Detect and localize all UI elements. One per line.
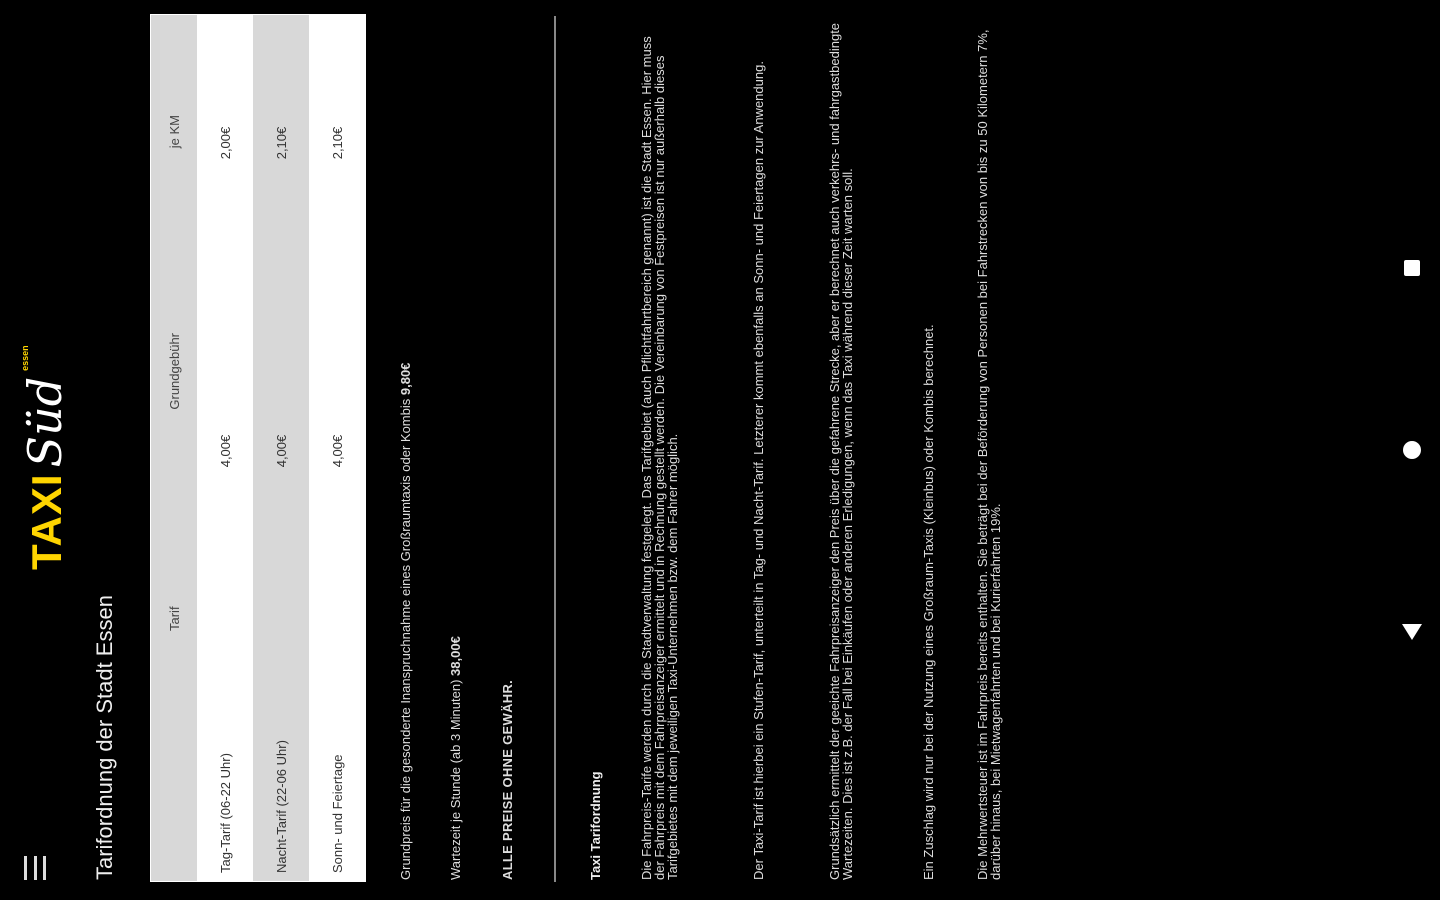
info-waiting-text: Wartezeit je Stunde (ab 3 Minuten) — [448, 679, 463, 880]
section-divider — [554, 16, 556, 882]
info-waiting-price — [448, 636, 463, 880]
paragraph-tariff-area: Die Fahrpreis-Tarife werden durch die Stadtverwaltung festgelegt. Das Tarifgebiet (auch Pflichtfahrtbereich genannt) ist die Stadt Essen. Hier muss der Fahrpreis mit dem Fahrpreisanzeiger ermittelt und in Rechnung gestellt werden. Die Vereinbarung von Festpreisen ist nur außerhalb dieses Tarifgebietes mit dem jeweiligen Taxi-Unternehmen bzw. dem Fahrer möglich. — [639, 36, 680, 880]
system-navigation-bar — [1384, 0, 1440, 900]
cell-je-km: 2,00€ — [217, 126, 233, 160]
header-tarif: Tarif — [166, 606, 182, 631]
cell-tarif: Nacht-Tarif (22-06 Uhr) — [273, 740, 289, 873]
cell-tarif: Sonn- und Feiertage — [329, 754, 345, 873]
taxi-sued-logo — [16, 345, 72, 570]
cell-grundgebuehr: 4,00€ — [217, 434, 233, 468]
paragraph-surcharge: Ein Zuschlag wird nur bei der Nutzung eines Großraum-Taxis (Kleinbus) oder Kombis berechnet. — [921, 324, 936, 880]
square-recents-icon[interactable] — [1384, 238, 1440, 298]
info-waiting-value: 38,00€ — [448, 636, 463, 676]
info-grosstaxi-value: 9,80€ — [398, 362, 413, 396]
hamburger-menu-icon[interactable] — [24, 856, 46, 880]
table-header-row — [151, 15, 197, 881]
tariff-table — [150, 14, 366, 882]
logo-sued-text: Süd — [18, 376, 72, 468]
page-title: Tarifordnung der Stadt Essen — [92, 595, 117, 880]
cell-je-km: 2,10€ — [273, 126, 289, 160]
info-grosstaxi-text: Grundpreis für die gesonderte Inanspruchnahme eines Großraumtaxis oder Kombis — [398, 398, 413, 880]
table-row — [309, 15, 365, 881]
info-grosstaxi-price — [398, 363, 413, 880]
info-disclaimer: ALLE PREISE OHNE GEWÄHR. — [500, 679, 515, 880]
cell-grundgebuehr: 4,00€ — [329, 434, 345, 468]
paragraph-stufen-tarif: Der Taxi-Tarif ist hierbei ein Stufen-Tarif, unterteilt in Tag- und Nacht-Tarif. Letzterer kommt ebenfalls an Sonn- und Feiertagen zur Anwendung. — [751, 61, 766, 880]
cell-grundgebuehr: 4,00€ — [273, 434, 289, 468]
table-row — [197, 15, 253, 881]
app-bar — [0, 0, 120, 900]
header-je-km: je KM — [166, 115, 182, 149]
paragraph-waiting-time: Grundsätzlich ermittelt der geeichte Fahrpreisanzeiger den Preis über die gefahrene Strecke, aber er berechnet auch verkehrs- und fahrgastbedingte Wartezeiten. Dies ist z.B. der Fall bei Einkäufen oder anderen Erledigungen, wenn das Taxi während dieser Zeit warten soll. — [827, 22, 855, 880]
header-grundgebuehr: Grundgebühr — [166, 332, 182, 410]
logo-city-text: essen — [20, 345, 30, 371]
cell-je-km: 2,10€ — [329, 126, 345, 160]
logo-taxi-text: TAXI — [23, 473, 70, 570]
section-title: Taxi Tarifordnung — [588, 771, 603, 880]
paragraph-vat: Die Mehrwertsteuer ist im Fahrpreis bereits enthalten. Sie beträgt bei der Beförderung von Personen bei Fahrstrecken von bis zu 50 Kilometern 7%, darüber hinaus, bei Mietwagenfahrten und bei Kurierfahrten 19%. — [975, 29, 1003, 880]
triangle-back-icon[interactable] — [1384, 602, 1440, 662]
table-row — [253, 15, 309, 881]
cell-tarif: Tag-Tarif (06-22 Uhr) — [217, 753, 233, 873]
circle-home-icon[interactable] — [1384, 420, 1440, 480]
